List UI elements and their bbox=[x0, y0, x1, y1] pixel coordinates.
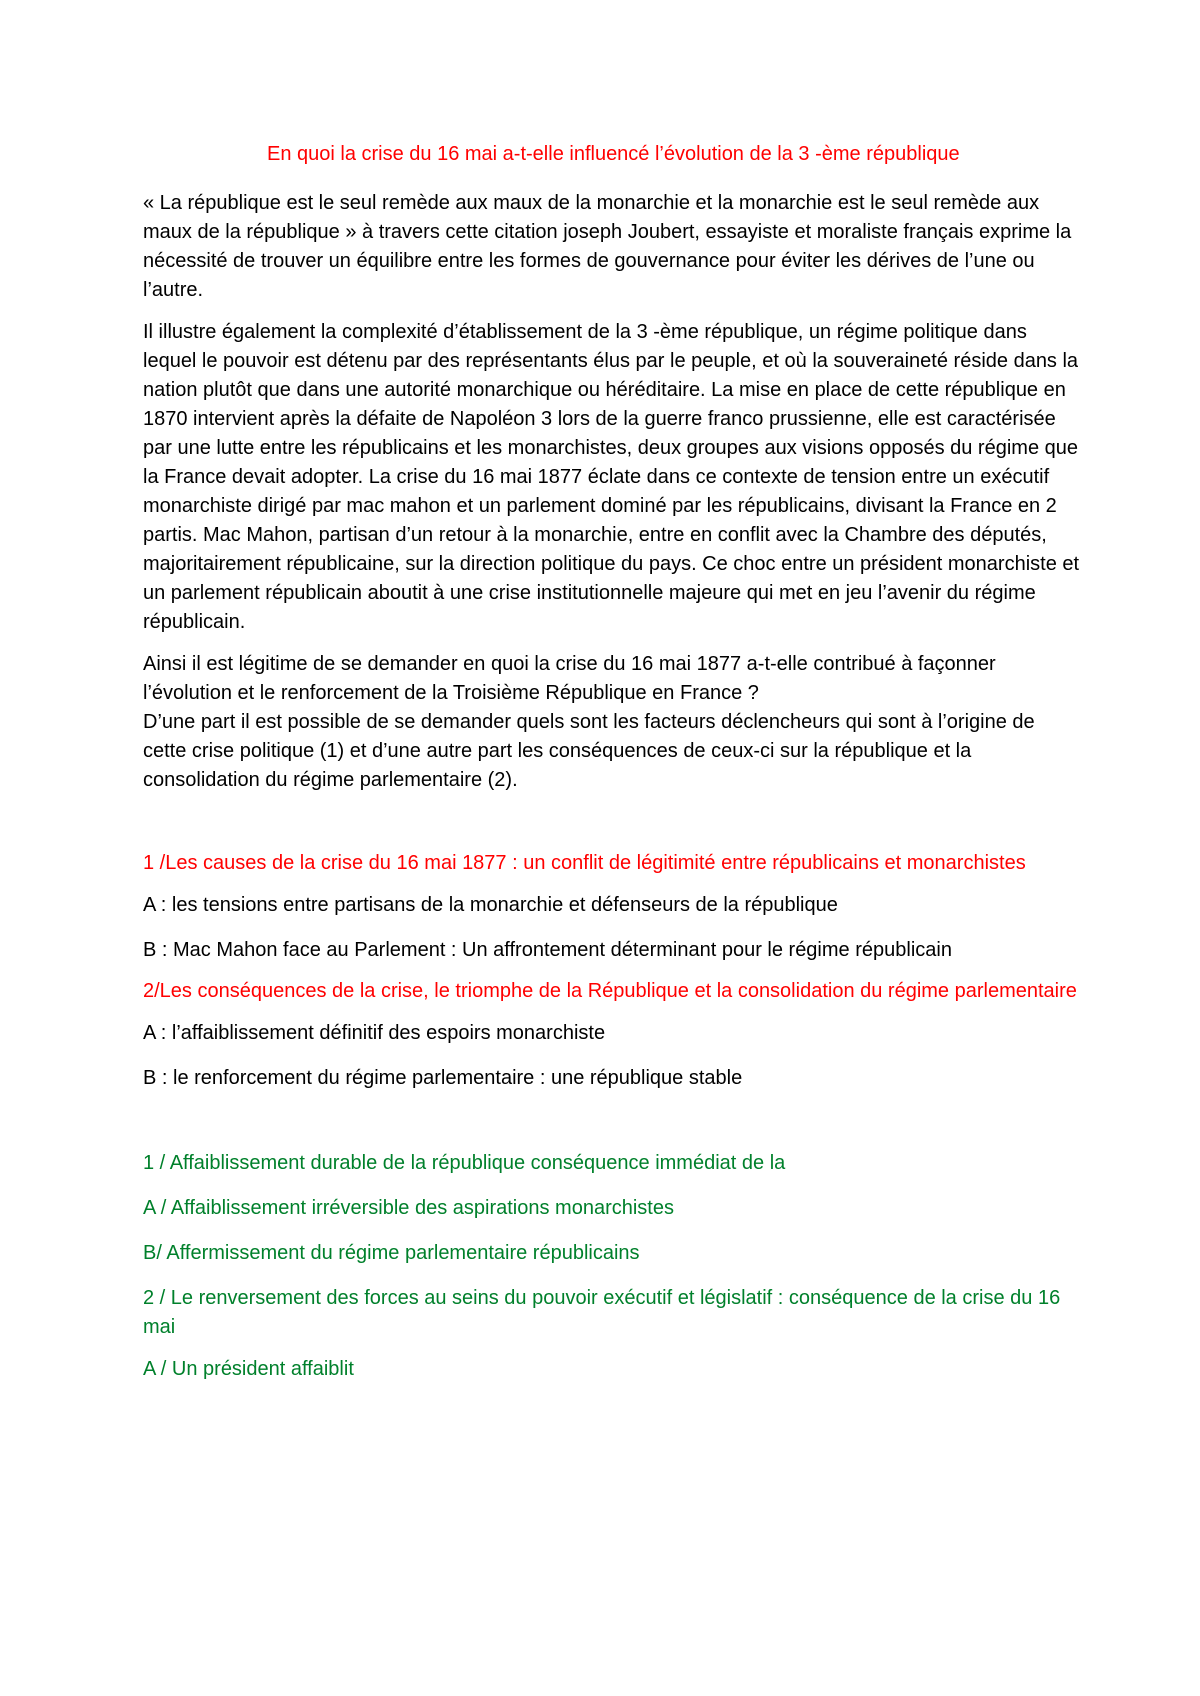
plan-red-part2-b: B : le renforcement du régime parlementaire : une république stable bbox=[143, 1067, 743, 1089]
document-title: En quoi la crise du 16 mai a-t-elle influencé l’évolution de la 3 -ème république bbox=[267, 143, 960, 165]
plan-green-part1-a: A / Affaiblissement irréversible des aspirations monarchistes bbox=[143, 1197, 674, 1219]
intro-paragraph: « La république est le seul remède aux maux de la monarchie et la monarchie est le seul remède aux maux de la république » à travers cette citation joseph Joubert, essayiste et moraliste français exprime la nécessité de trouver un équilibre entre les formes de gouvernance pour éviter les dérives de l’une ou l’autre. bbox=[143, 192, 1072, 301]
problematique-paragraph: Ainsi il est légitime de se demander en quoi la crise du 16 mai 1877 a-t-elle contribué à façonner l’évolution et le renforcement de la Troisième République en France ? bbox=[143, 653, 996, 704]
context-paragraph: Il illustre également la complexité d’établissement de la 3 -ème république, un régime politique dans lequel le pouvoir est détenu par des représentants élus par le peuple, et où la souveraineté réside dans la nation plutôt que dans une autorité monarchique ou héréditaire. La mise en place de cette république en 1870 intervient après la défaite de Napoléon 3 lors de la guerre franco prussienne, elle est caractérisée par une lutte entre les républicains et les monarchistes, deux groupes aux visions opposés du régime que la France devait adopter. La crise du 16 mai 1877 éclate dans ce contexte de tension entre un exécutif monarchiste dirigé par mac mahon et un parlement dominé par les républicains, divisant la France en 2 partis. Mac Mahon, partisan d’un retour à la monarchie, entre en conflit avec la Chambre des députés, majoritairement républicaine, sur la direction politique du pays. Ce choc entre un président monarchiste et un parlement républicain aboutit à une crise institutionnelle majeure qui met en jeu l’avenir du régime républicain. bbox=[143, 321, 1080, 633]
plan-red-part1-b: B : Mac Mahon face au Parlement : Un affrontement déterminant pour le régime républicain bbox=[143, 939, 952, 961]
plan-red-part1-a: A : les tensions entre partisans de la monarchie et défenseurs de la république bbox=[143, 894, 838, 916]
plan-green-part1-title: 1 / Affaiblissement durable de la république conséquence immédiat de la bbox=[143, 1152, 786, 1174]
plan-red-part2-a: A : l’affaiblissement définitif des espoirs monarchiste bbox=[143, 1022, 606, 1044]
document-page bbox=[143, 140, 1083, 1400]
plan-green-part2-a: A / Un président affaiblit bbox=[143, 1358, 354, 1380]
plan-green-part1-b: B/ Affermissement du régime parlementaire républicains bbox=[143, 1242, 640, 1264]
plan-green-part2-title: 2 / Le renversement des forces au seins du pouvoir exécutif et législatif : conséquence de la crise du 16 mai bbox=[143, 1287, 1061, 1338]
plan-red-part2-title: 2/Les conséquences de la crise, le triomphe de la République et la consolidation du régime parlementaire bbox=[143, 980, 1077, 1002]
annonce-plan-paragraph: D’une part il est possible de se demander quels sont les facteurs déclencheurs qui sont à l’origine de cette crise politique (1) et d’une autre part les conséquences de ceux-ci sur la république et la consolidation du régime parlementaire (2). bbox=[143, 711, 1035, 791]
plan-red-part1-title: 1 /Les causes de la crise du 16 mai 1877 : un conflit de légitimité entre républicains et monarchistes bbox=[143, 852, 1026, 874]
